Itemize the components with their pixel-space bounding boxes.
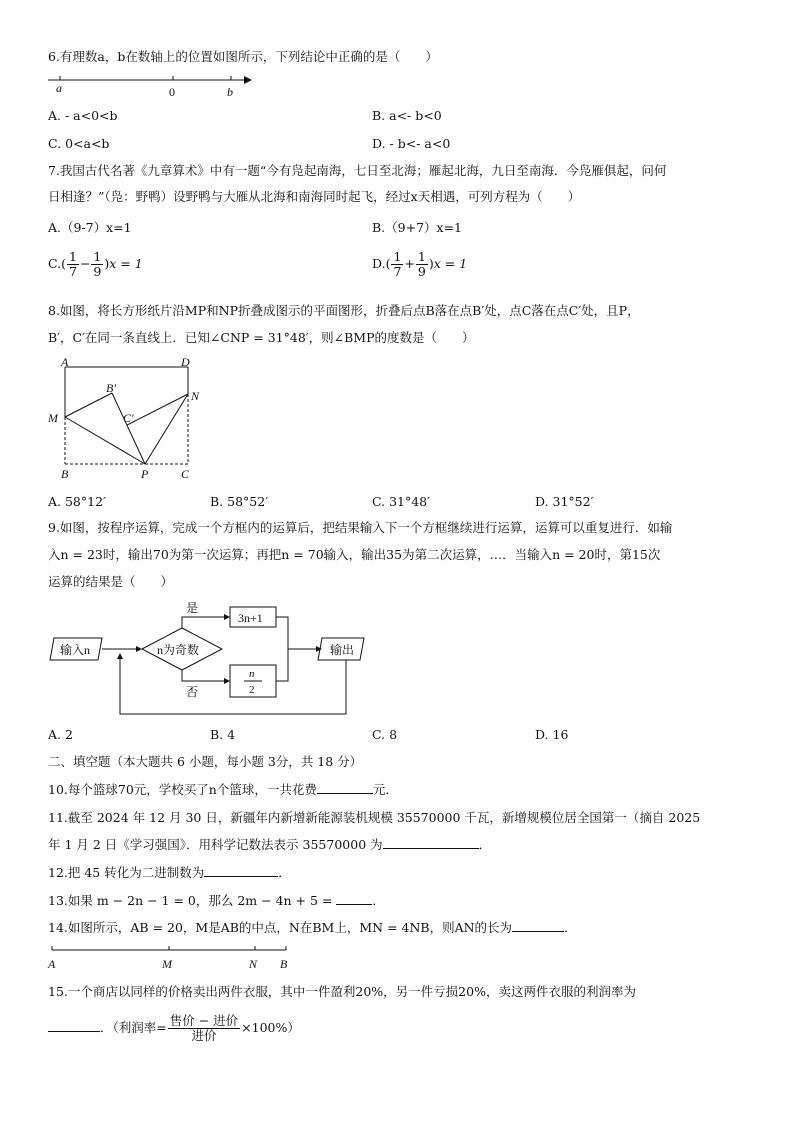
label-B: B bbox=[61, 467, 69, 481]
q15-line1: 15.一个商店以同样的价格卖出两件衣服，其中一件盈利20%，另一件亏损20%，卖这两件衣服的利润率为 bbox=[48, 984, 636, 999]
label-M: M bbox=[48, 411, 58, 425]
q11-blank[interactable] bbox=[383, 836, 479, 849]
q14: 14.如图所示，AB = 20，M是AB的中点，N在BM上，MN = 4NB，则AN的长为 ． bbox=[48, 920, 577, 935]
q7-option-d: D.( $\frac{1}{7}$ + $\frac{1}{9}$ )x = 1 bbox=[372, 249, 468, 279]
q13: 13.如果 m − 2n − 1 = 0，那么 2m − 4n + 5 = ． bbox=[48, 893, 385, 908]
q10-blank[interactable] bbox=[317, 781, 373, 794]
seg-label-A: A bbox=[48, 957, 56, 971]
q8-option-a: A. 58°12′ bbox=[48, 494, 106, 509]
q12-blank[interactable] bbox=[204, 864, 278, 877]
flow-even-den: 2 bbox=[249, 684, 255, 696]
q13-blank[interactable] bbox=[336, 892, 372, 905]
q11-line1: 11.截至 2024 年 12 月 30 日，新疆年内新增新能源装机规模 35570000 千瓦，新增规模位居全国第一（摘自 2025 bbox=[48, 810, 701, 825]
q7-option-a: A.（9-7）x=1 bbox=[48, 220, 132, 235]
flow-output-label: 输出 bbox=[330, 643, 355, 657]
q9-flowchart bbox=[46, 598, 386, 720]
section-fill-in-heading: 二、填空题（本大题共 6 小题，每小题 3分，共 18 分） bbox=[48, 754, 363, 769]
label-C1: C′ bbox=[123, 411, 134, 425]
q6-number-line bbox=[48, 72, 258, 102]
q9-line1: 9.如图，按程序运算，完成一个方框内的运算后，把结果输入下一个方框继续进行运算，运算可以重复进行．如输 bbox=[48, 520, 673, 535]
flow-odd-op: 3n+1 bbox=[238, 611, 263, 625]
seg-label-M: M bbox=[162, 957, 172, 971]
q8-option-d: D. 31°52′ bbox=[535, 494, 594, 509]
q9-line2: 入n = 23时，输出70为第一次运算；再把n = 70输入，输出35为第二次运算，…．当输入n = 20时，第15次 bbox=[48, 547, 661, 562]
q9-line3: 运算的结果是（ ） bbox=[48, 574, 174, 589]
seg-label-N: N bbox=[249, 957, 258, 971]
label-A: A bbox=[61, 355, 69, 369]
q8-option-c: C. 31°48′ bbox=[372, 494, 430, 509]
q6-option-b: B. a<- b<0 bbox=[372, 108, 442, 123]
q8-fold-figure bbox=[46, 356, 206, 484]
flow-even-num: n bbox=[249, 668, 255, 680]
flow-yes-label: 是 bbox=[186, 601, 199, 615]
q8-option-b: B. 58°52′ bbox=[210, 494, 269, 509]
q9-option-c: C. 8 bbox=[372, 727, 398, 742]
q8-line2: B′，C′在同一条直线上．已知∠CNP = 31°48′，则∠BMP的度数是（ ） bbox=[48, 330, 475, 345]
q9-option-d: D. 16 bbox=[535, 727, 569, 742]
q6-option-c: C. 0<a<b bbox=[48, 136, 110, 151]
q12: 12.把 45 转化为二进制数为 ． bbox=[48, 865, 291, 880]
flow-no-label: 否 bbox=[186, 685, 199, 699]
seg-label-B: B bbox=[280, 957, 288, 971]
axis-label-zero: 0 bbox=[169, 85, 175, 99]
q11-line2: 年 1 月 2 日《学习强国》．用科学记数法表示 35570000 为 ． bbox=[48, 837, 492, 852]
q15-blank[interactable] bbox=[48, 1019, 100, 1032]
flow-decision-label: n为奇数 bbox=[157, 643, 200, 657]
q9-option-a: A. 2 bbox=[48, 727, 73, 742]
q6-stem: 6.有理数a，b在数轴上的位置如图所示，下列结论中正确的是（ ） bbox=[48, 49, 438, 64]
label-B1: B′ bbox=[106, 381, 116, 395]
flow-input-label: 输入n bbox=[60, 643, 91, 657]
axis-label-b: b bbox=[227, 85, 233, 99]
q14-segment-figure bbox=[46, 944, 296, 974]
axis-arrow bbox=[244, 76, 252, 84]
q6-option-a: A. - a<0<b bbox=[48, 108, 118, 123]
label-N: N bbox=[191, 389, 200, 403]
q9-option-b: B. 4 bbox=[210, 727, 236, 742]
q7-option-b: B.（9+7）x=1 bbox=[372, 220, 463, 235]
q10: 10.每个篮球70元，学校买了n个篮球，一共花费 元． bbox=[48, 782, 398, 797]
q14-blank[interactable] bbox=[512, 919, 564, 932]
label-P: P bbox=[141, 467, 149, 481]
q7-option-c: C.( $\frac{1}{7}$ − $\frac{1}{9}$ )x = 1 bbox=[48, 249, 143, 279]
q7-line1: 7.我国古代名著《九章算术》中有一题“今有凫起南海，七日至北海；雁起北海，九日至南海．今凫雁俱起，问何 bbox=[48, 163, 667, 178]
axis-label-a: a bbox=[56, 81, 62, 95]
label-D: D bbox=[181, 355, 190, 369]
q7-line2: 日相逢？”（凫：野鸭）设野鸭与大雁从北海和南海同时起飞，经过x天相遇，可列方程为（ ） bbox=[48, 189, 581, 204]
q6-option-d: D. - b<- a<0 bbox=[372, 136, 451, 151]
label-C: C bbox=[181, 467, 190, 481]
q15-line2: ．（利润率= $\frac{\text{售价 − 进价}}{\text{进价}}$ ×100%） bbox=[48, 1014, 300, 1043]
q8-line1: 8.如图，将长方形纸片沿MP和NP折叠成图示的平面图形，折叠后点B落在点B′处，点C落在点C′处，且P， bbox=[48, 303, 640, 318]
